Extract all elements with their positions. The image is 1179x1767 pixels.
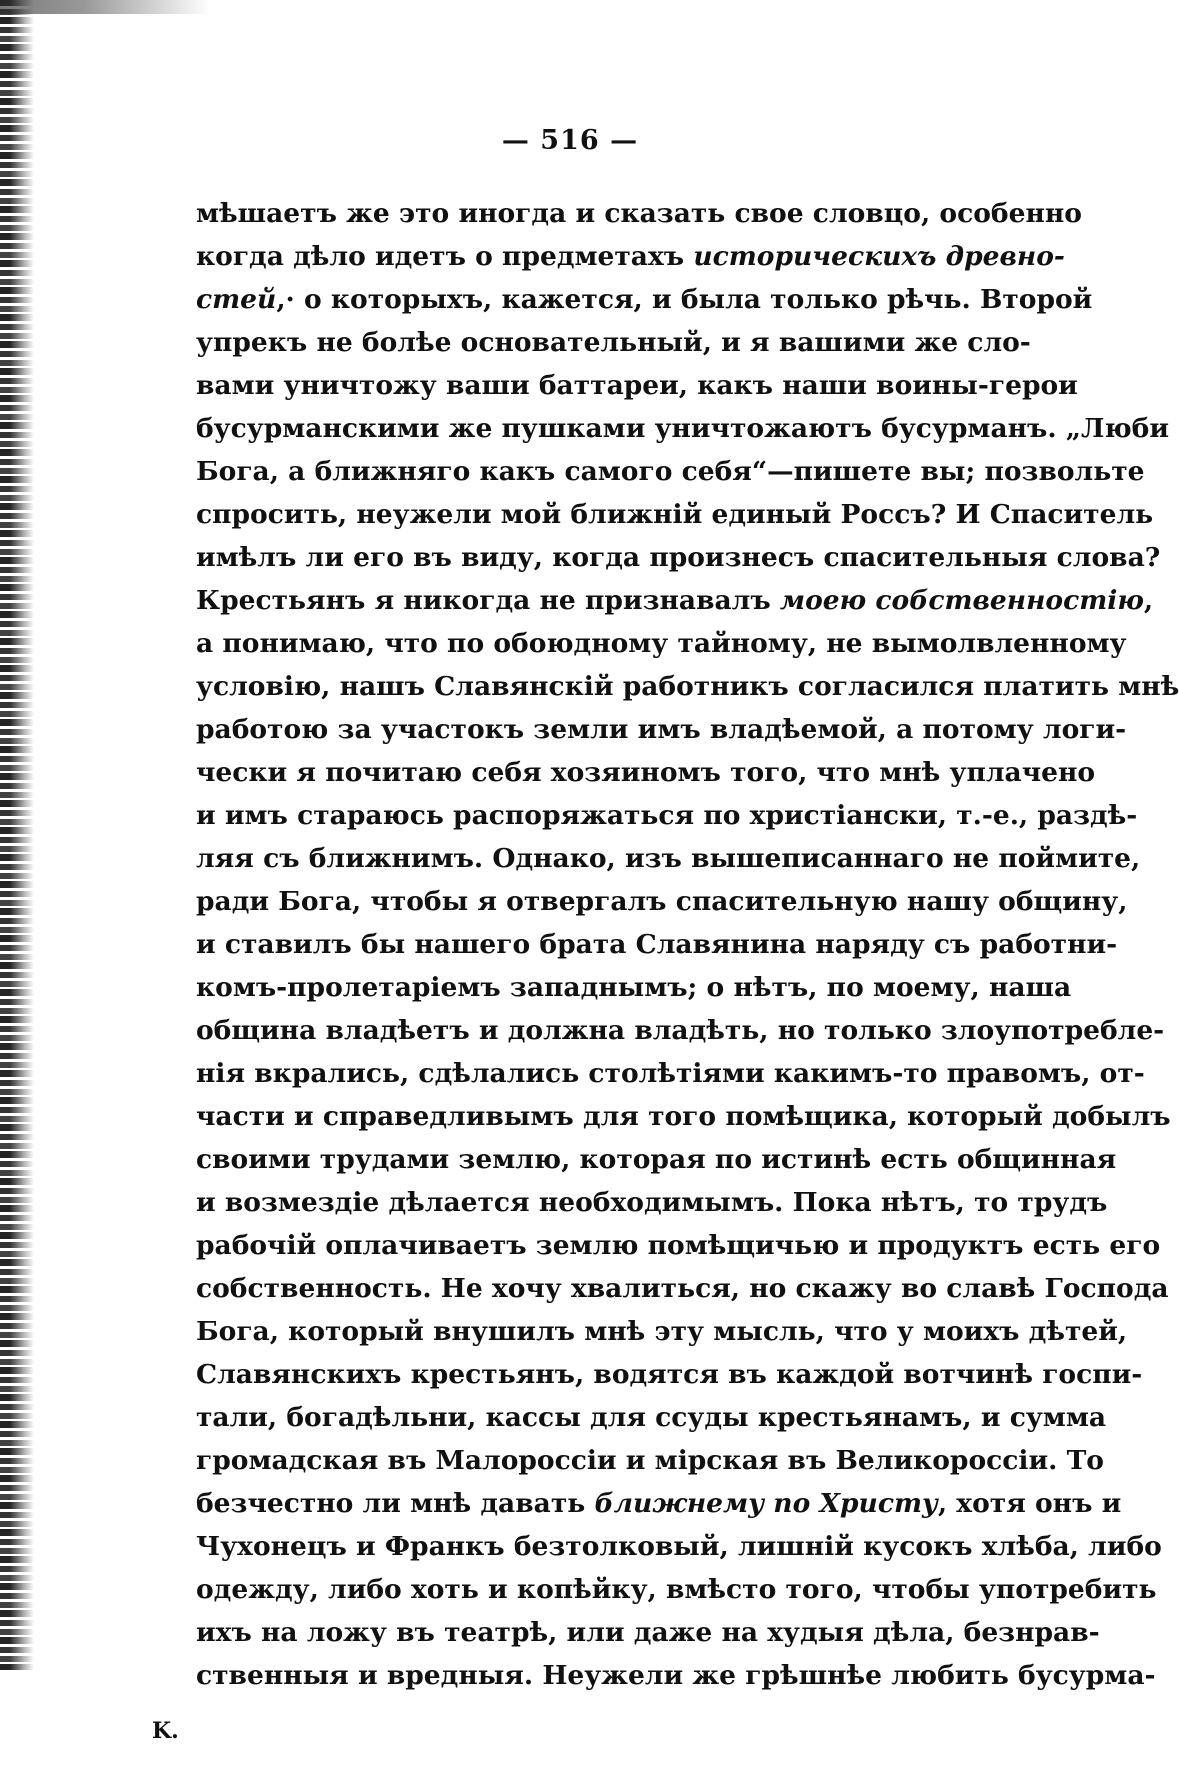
italic-phrase: историческихъ древно-: [693, 241, 1065, 272]
text-line: одежду, либо хоть и копѣйку, вмѣсто того, чтобы употребить: [196, 1574, 1157, 1605]
italic-phrase: ближнему по Христу: [594, 1488, 938, 1519]
text-line: собственность. Не хочу хвалиться, но скажу во славѣ Господа: [196, 1273, 1169, 1304]
text-line: своими трудами землю, которая по истинѣ есть общинная: [196, 1144, 1117, 1175]
text-line: и возмездіе дѣлается необходимымъ. Пока нѣтъ, то трудъ: [196, 1187, 1108, 1218]
text-line: имѣлъ ли его въ виду, когда произнесъ спасительныя слова?: [196, 542, 1161, 573]
text-line: Чухонецъ и Франкъ безтолковый, лишній кусокъ хлѣба, либо: [196, 1531, 1162, 1562]
text-line: работою за участокъ земли имъ владѣемой, а потому логи-: [196, 714, 1127, 745]
text-line: громадская въ Малороссіи и мірская въ Великороссіи. То: [196, 1445, 1104, 1476]
text-line: упрекъ не болѣе основательный, и я вашими же сло-: [196, 327, 1031, 358]
text-line: Крестьянъ я никогда не признавалъ моею собственностію,: [196, 585, 1154, 616]
text-line: рабочій оплачиваетъ землю помѣщичью и продуктъ есть его: [196, 1230, 1161, 1261]
page-number: — 516 —: [501, 125, 639, 156]
text-line: нія вкрались, сдѣлались столѣтіями какимъ-то правомъ, от-: [196, 1058, 1145, 1089]
printer-mark: K.: [152, 1718, 179, 1744]
text-line: ственныя и вредныя. Неужели же грѣшнѣе любить бусурма-: [196, 1660, 1156, 1691]
text-line: Бога, который внушилъ мнѣ эту мысль, что у моихъ дѣтей,: [196, 1316, 1128, 1347]
text-line: безчестно ли мнѣ давать ближнему по Христу, хотя онъ и: [196, 1488, 1122, 1519]
scan-smudge: [0, 0, 210, 14]
text-line: Славянскихъ крестьянъ, водятся въ каждой вотчинѣ госпи-: [196, 1359, 1143, 1390]
text-line: ихъ на ложу въ театрѣ, или даже на худыя дѣла, безнрав-: [196, 1617, 1100, 1648]
text-line: мѣшаетъ же это иногда и сказать свое словцо, особенно: [196, 198, 1082, 229]
text-line: чески я почитаю себя хозяиномъ того, что мнѣ уплачено: [196, 757, 1096, 788]
text-line: и ставилъ бы нашего брата Славянина наряду съ работни-: [196, 929, 1118, 960]
body-text: [196, 192, 1179, 1697]
text-line: и имъ стараюсь распоряжаться по христіански, т.-е., раздѣ-: [196, 800, 1138, 831]
text-line: когда дѣло идетъ о предметахъ историческихъ древно-: [196, 241, 1065, 272]
text-line: община владѣетъ и должна владѣть, но только злоупотребле-: [196, 1015, 1165, 1046]
text-line: условію, нашъ Славянскій работникъ согласился платить мнѣ: [196, 671, 1179, 702]
text-line: вами уничтожу ваши баттареи, какъ наши воины-герои: [196, 370, 1078, 401]
italic-phrase: моею собственностію: [779, 585, 1144, 616]
text-line: ляя съ ближнимъ. Однако, изъ вышеписаннаго не поймите,: [196, 843, 1141, 874]
text-line: части и справедливымъ для того помѣщика, который добылъ: [196, 1101, 1171, 1132]
text-line: спросить, неужели мой ближній единый Россъ? И Спаситель: [196, 499, 1154, 530]
text-line: стей,· о которыхъ, кажется, и была только рѣчь. Второй: [196, 284, 1093, 315]
text-line: комъ-пролетаріемъ западнымъ; о нѣтъ, по моему, наша: [196, 972, 1072, 1003]
text-line: ради Бога, чтобы я отвергалъ спасительную нашу общину,: [196, 886, 1128, 917]
text-line: а понимаю, что по обоюдному тайному, не вымолвленному: [196, 628, 1127, 659]
text-line: тали, богадѣльни, кассы для ссуды крестьянамъ, и сумма: [196, 1402, 1107, 1433]
binding-shadow: [0, 0, 34, 1670]
text-line: бусурманскими же пушками уничтожаютъ бусурманъ. „Люби: [196, 413, 1169, 444]
italic-phrase: стей: [196, 284, 277, 315]
text-line: Бога, а ближняго какъ самого себя“—пишете вы; позвольте: [196, 456, 1145, 487]
